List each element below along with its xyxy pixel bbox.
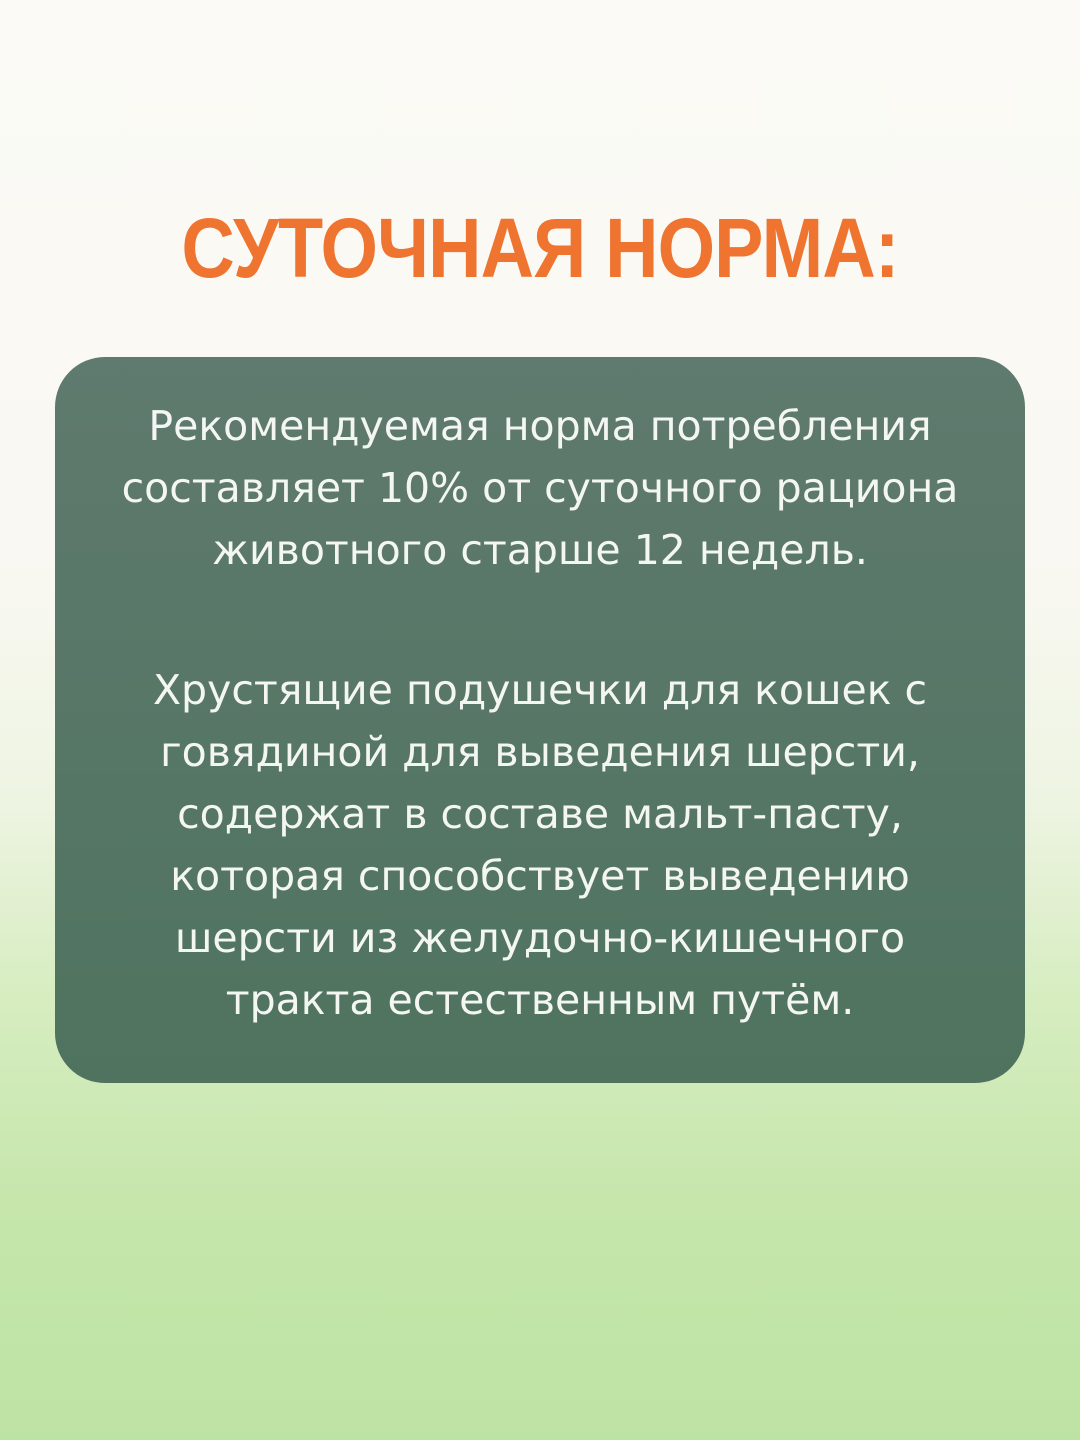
paragraph-line: содержат в составе мальт-пасту,: [177, 790, 903, 838]
paragraph-line: животного старше 12 недель.: [212, 526, 868, 574]
info-panel: [55, 357, 1025, 1083]
paragraph-line: говядиной для выведения шерсти,: [160, 728, 920, 776]
paragraph-line: Рекомендуемая норма потребления: [148, 402, 932, 450]
paragraph-line: которая способствует выведению: [170, 852, 910, 900]
paragraph-line: тракта естественным путём.: [225, 976, 855, 1024]
page-title: СУТОЧНАЯ НОРМА:: [181, 201, 899, 295]
paragraph-line: составляет 10% от суточного рациона: [121, 464, 959, 512]
daily-norm-paragraph: [55, 395, 1025, 581]
paragraph-line: шерсти из желудочно-кишечного: [174, 914, 906, 962]
paragraph-line: Хрустящие подушечки для кошек с: [152, 666, 928, 714]
product-description-paragraph: [55, 659, 1025, 1031]
